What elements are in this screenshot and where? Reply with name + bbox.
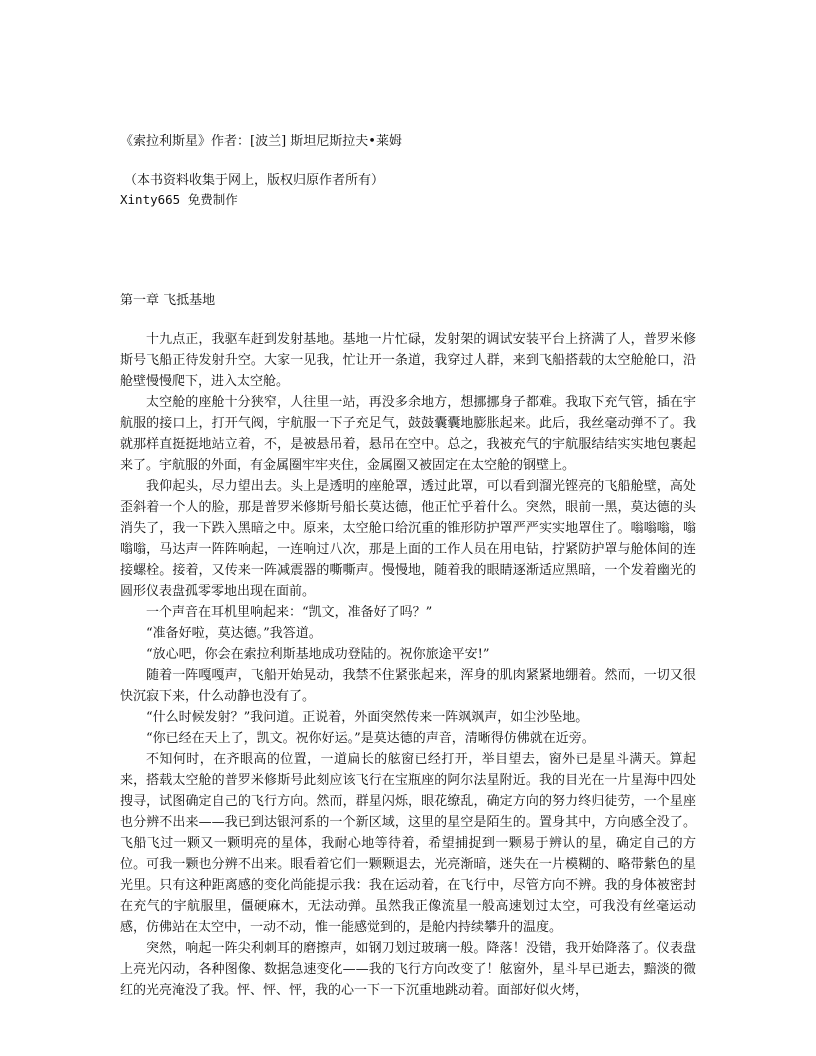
paragraph: 不知何时，在齐眼高的位置，一道扁长的舷窗已经打开，举目望去，窗外已是星斗满天。算起来，搭载太空舱的普罗米修斯号此刻应该飞行在宝瓶座的阿尔法星附近。我的目光在一片星海中四处搜寻，试图确定自己的飞行方向。然而，群星闪烁，眼花缭乱，确定方向的努力终归徒劳，一个星座也分辨不出来——我已到达银河系的一个新区域，这里的星空是陌生的。置身其中，方向感全没了。飞船飞过一颗又一颗明亮的星体，我耐心地等待着，希望捕捉到一颗易于辨认的星，确定自己的方位。可我一颗也分辨不出来。眼看着它们一颗颗退去，光亮渐暗，迷失在一片模糊的、略带紫色的星光里。只有这种距离感的变化尚能提示我：我在运动着，在飞行中，尽管方向不辨。我的身体被密封在充气的宇航服里，僵硬麻木，无法动弹。虽然我正像流星一般高速划过太空，可我没有丝毫运动感，仿佛站在太空中，一动不动，惟一能感觉到的，是舱内持续攀升的温度。	[120, 752, 696, 935]
book-title-line: 《索拉利斯星》作者：[波兰] 斯坦尼斯拉夫•莱姆	[120, 134, 402, 149]
paragraph: “放心吧，你会在索拉利斯基地成功登陆的。祝你旅途平安!”	[146, 647, 490, 662]
paragraph: “什么时候发射？”我问道。正说着，外面突然传来一阵飒飒声，如尘沙坠地。	[146, 710, 589, 725]
chapter-title: 第一章 飞抵基地	[120, 293, 216, 308]
paragraph: 我仰起头，尽力望出去。头上是透明的座舱罩，透过此罩，可以看到溜光铿亮的飞船舱壁，高处歪斜着一个人的脸，那是普罗米修斯号船长莫达德，他正忙乎着什么。突然，眼前一黑，莫达德的头消失了，我一下跌入黑暗之中。原来，太空舱口给沉重的锥形防护罩严严实实地罩住了。嗡嗡嗡，嗡嗡嗡，马达声一阵阵响起，一连响过八次，那是上面的工作人员在用电钻，拧紧防护罩与舱体间的连接螺栓。接着，又传来一阵减震器的嘶嘶声。慢慢地，随着我的眼睛逐渐适应黑暗，一个发着幽光的圆形仪表盘孤零零地出现在面前。	[120, 479, 696, 599]
paragraph: 太空舱的座舱十分狭窄，人往里一站，再没多余地方，想挪挪身子都难。我取下充气管，插在宇航服的接口上，打开气阀，宇航服一下子充足气，鼓鼓囊囊地膨胀起来。此后，我丝毫动弹不了。我就那样直挺挺地站立着，不，是被悬吊着，悬吊在空中。总之，我被充气的宇航服结结实实地包裹起来了。宇航服的外面，有金属圈牢牢夹住，金属圈又被固定在太空舱的钢壁上。	[120, 395, 696, 473]
paragraph: “你已经在天上了，凯文。祝你好运。”是莫达德的声音，清晰得仿佛就在近旁。	[146, 731, 595, 746]
producer-credit: Xinty665 免费制作	[120, 192, 238, 207]
paragraph: 随着一阵嘎嘎声，飞船开始晃动，我禁不住紧张起来，浑身的肌肉紧紧地绷着。然而，一切又很快沉寂下来，什么动静也没有了。	[120, 668, 696, 704]
paragraph: 十九点正，我驱车赶到发射基地。基地一片忙碌，发射架的调试安装平台上挤满了人，普罗米修斯号飞船正待发射升空。大家一见我，忙让开一条道，我穿过人群，来到飞船搭载的太空舱舱口，沿舱壁慢慢爬下，进入太空舱。	[120, 332, 696, 389]
chapter-body	[120, 329, 696, 1001]
source-note: （本书资料收集于网上，版权归原作者所有）	[124, 173, 385, 188]
paragraph: 一个声音在耳机里响起来：“凯文，准备好了吗？”	[146, 605, 433, 620]
paragraph: “准备好啦，莫达德。”我答道。	[146, 626, 322, 641]
paragraph: 突然，响起一阵尖利刺耳的磨擦声，如钢刀划过玻璃一般。降落！没错，我开始降落了。仪表盘上亮光闪动，各种图像、数据急速变化——我的飞行方向改变了！舷窗外，星斗早已逝去，黯淡的微红的光亮淹没了我。怦、怦、怦，我的心一下一下沉重地跳动着。面部好似火烤，	[120, 941, 696, 998]
